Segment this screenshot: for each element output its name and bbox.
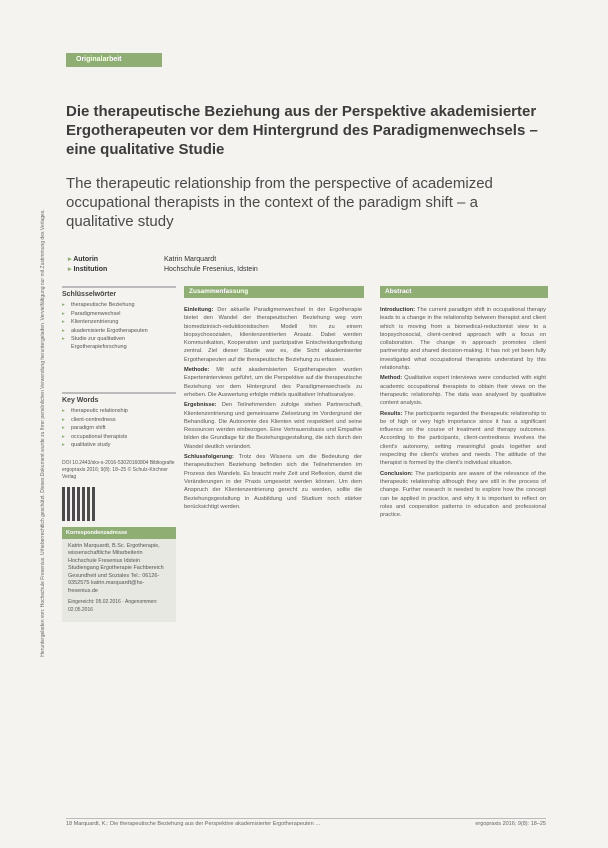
keyword: ▸ client-centredness: [62, 417, 176, 425]
copyright-sidebar-text: Heruntergeladen von: Hochschule Fresenius. Urheberrechtlich geschützt. Dieses Dokument wurde zu Ihrer persönlichen Verwendung heruntergeladen. Vervielfältigung nur mit Zustimmung des Verlages.: [40, 209, 46, 657]
paragraph: Ergebnisse: Den Teilnehmenden zufolge stehen Partnerschaft, Klientenzentrierung und gemeinsame Zielsetzung im Vordergrund der Behandlung. Die Autonomie des Klienten wird respektiert und seine Ressourcen werden einbezogen. Eine Vertrauensbasis und Empathie bilden die Grundlage für die Beziehungsgestaltung, die sich durch den Wandel deutlich verändert.: [184, 402, 362, 450]
paragraph: Schlussfolgerung: Trotz des Wissens um die Bedeutung der therapeutischen Beziehung befinden sich die Teilnehmenden im Prozess des Wandels. Es braucht mehr Zeit und Reflexion, damit die Veränderungen in der Praxis umgesetzt werden können. Um dem Anspruch der Klientenzentrierung gerecht zu werden, sollte die Beziehungsgestaltung in Ausbildung und Studium noch stärker berücksichtigt werden.: [184, 454, 362, 510]
keyword: ▸ Studie zur qualitativen Ergotherapieforschung: [62, 336, 176, 351]
sidebar: [62, 286, 176, 622]
paragraph: Einleitung: Der aktuelle Paradigmenwechsel in der Ergotherapie bietet den Wandel der therapeutischen Beziehung weg vom biomedizinisch-reduktionistischen Modell hin zu einem biopsychosozialen, klientenzentrierten Ansatz. Dabei werden Kommunikation, Kooperation und partizipative Entscheidungsfindung zentral. Ziel dieser Studie war es, die Sicht akademisierter Ergotherapeuten auf die therapeutische Beziehung zu erfassen.: [184, 307, 362, 363]
title-german: Die therapeutische Beziehung aus der Perspektive akademisierter Ergotherapeuten vor dem Hintergrund des Paradigmenwechsels – eine qualitative Studie: [66, 103, 538, 158]
zusammenfassung-heading: Zusammenfassung: [184, 286, 364, 298]
correspondence-box: [62, 539, 176, 623]
meta-value: Katrin Marquardt: [164, 256, 217, 263]
keywords-de-heading: Schlüsselwörter: [62, 286, 176, 298]
correspondence-address: Katrin Marquardt, B.Sc. Ergotherapie, wissenschaftliche Mitarbeiterin Hochschule Fresenius Idstein Studiengang Ergotherapie Fachbereich Gesundheit und Soziales Tel.: 06126-9352575 katrin.marquardt@hs-fresenius.de: [68, 542, 164, 594]
keyword: ▸ paradigm shift: [62, 425, 176, 433]
meta-key: ▸ Autorin: [68, 255, 164, 265]
keyword: ▸ qualitative study: [62, 442, 176, 450]
article-type-badge: Originalarbeit: [66, 53, 162, 67]
meta-key: ▸ Institution: [68, 265, 164, 275]
title-english: The therapeutic relationship from the perspective of academized occupational therapists in the context of the paradigm shift – a qualitative study: [66, 175, 493, 230]
abstract-body: [380, 306, 546, 521]
keyword: ▸ occupational therapists: [62, 434, 176, 442]
submission-dates: Eingereicht: 05.02.2016 · Angenommen: 02.05.2016: [68, 599, 158, 613]
meta-value: Hochschule Fresenius, Idstein: [164, 266, 258, 273]
keywords-en-list: [62, 408, 176, 450]
keyword: ▸ therapeutische Beziehung: [62, 302, 176, 310]
qr-code-icon: [62, 487, 96, 521]
keywords-en-heading: Key Words: [62, 392, 176, 404]
paragraph: Results: The participants regarded the therapeutic relationship to be of high or very high importance since it has a significant influence on the course of treatment and therapy outcomes. According to the participants, client-centredness involves the client's autonomy, setting meaningful goals together and respecting the client's wishes and needs. The attitude of the therapist is formed by the client's individual situation.: [380, 410, 547, 467]
author-meta: [68, 255, 258, 275]
footer-citation: 18 Marquardt, K.: Die therapeutische Beziehung aus der Perspektive akademisierter Ergotherapeuten …: [66, 821, 321, 827]
correspondence-heading: Korrespondenzadresse: [62, 527, 176, 539]
keyword: ▸ akademisierte Ergotherapeuten: [62, 328, 176, 336]
paragraph: Introduction: The current paradigm shift in occupational therapy leads to a change in the relationship between therapist and client which is moving from a biomedical-reductionist view to a biopsychosocial, client-centred approach with a focus on collaboration. The change in approach promotes client partnership and shared decision-making. It has not yet been fully investigated what occupational therapists understand by this relationship.: [380, 307, 546, 372]
keyword: ▸ therapeutic relationship: [62, 408, 176, 416]
paragraph: Methode: Mit acht akademisierten Ergotherapeuten wurden Experteninterviews geführt, um die Perspektive auf die therapeutische Beziehung vor dem Hintergrund des Paradigmenwechsels zu erheben. Die Auswertung erfolgte mittels qualitativer Inhaltsanalyse.: [184, 367, 362, 398]
keywords-de-list: [62, 302, 176, 351]
footer-journal: ergopraxis 2016; 9(8): 18–25: [475, 821, 546, 827]
page-footer: [66, 818, 546, 827]
paragraph: Method: Qualitative expert interviews were conducted with eight academic occupational therapists to obtain their views on the therapeutic relationship. The data was analysed by qualitative content analysis.: [380, 375, 546, 407]
doi-text: DOI 10.2443/skv-s-2016-53020160804 Bibliografie ergopraxis 2016; 9(8): 18–25 © Schulz-Kirchner Verlag: [62, 459, 175, 480]
paragraph: Conclusion: The participants are aware of the relevance of the therapeutic relationship although they are still in the process of change. Further research is needed to explore how the concept can be applied in practice, and why it is important to reflect on roles and cooperation patterns in education and professional practice.: [380, 470, 546, 519]
abstract-heading: Abstract: [380, 286, 548, 298]
zusammenfassung-body: [184, 306, 362, 513]
keyword: ▸ Paradigmenwechsel: [62, 311, 176, 319]
keyword: ▸ Klientenzentrierung: [62, 319, 176, 327]
